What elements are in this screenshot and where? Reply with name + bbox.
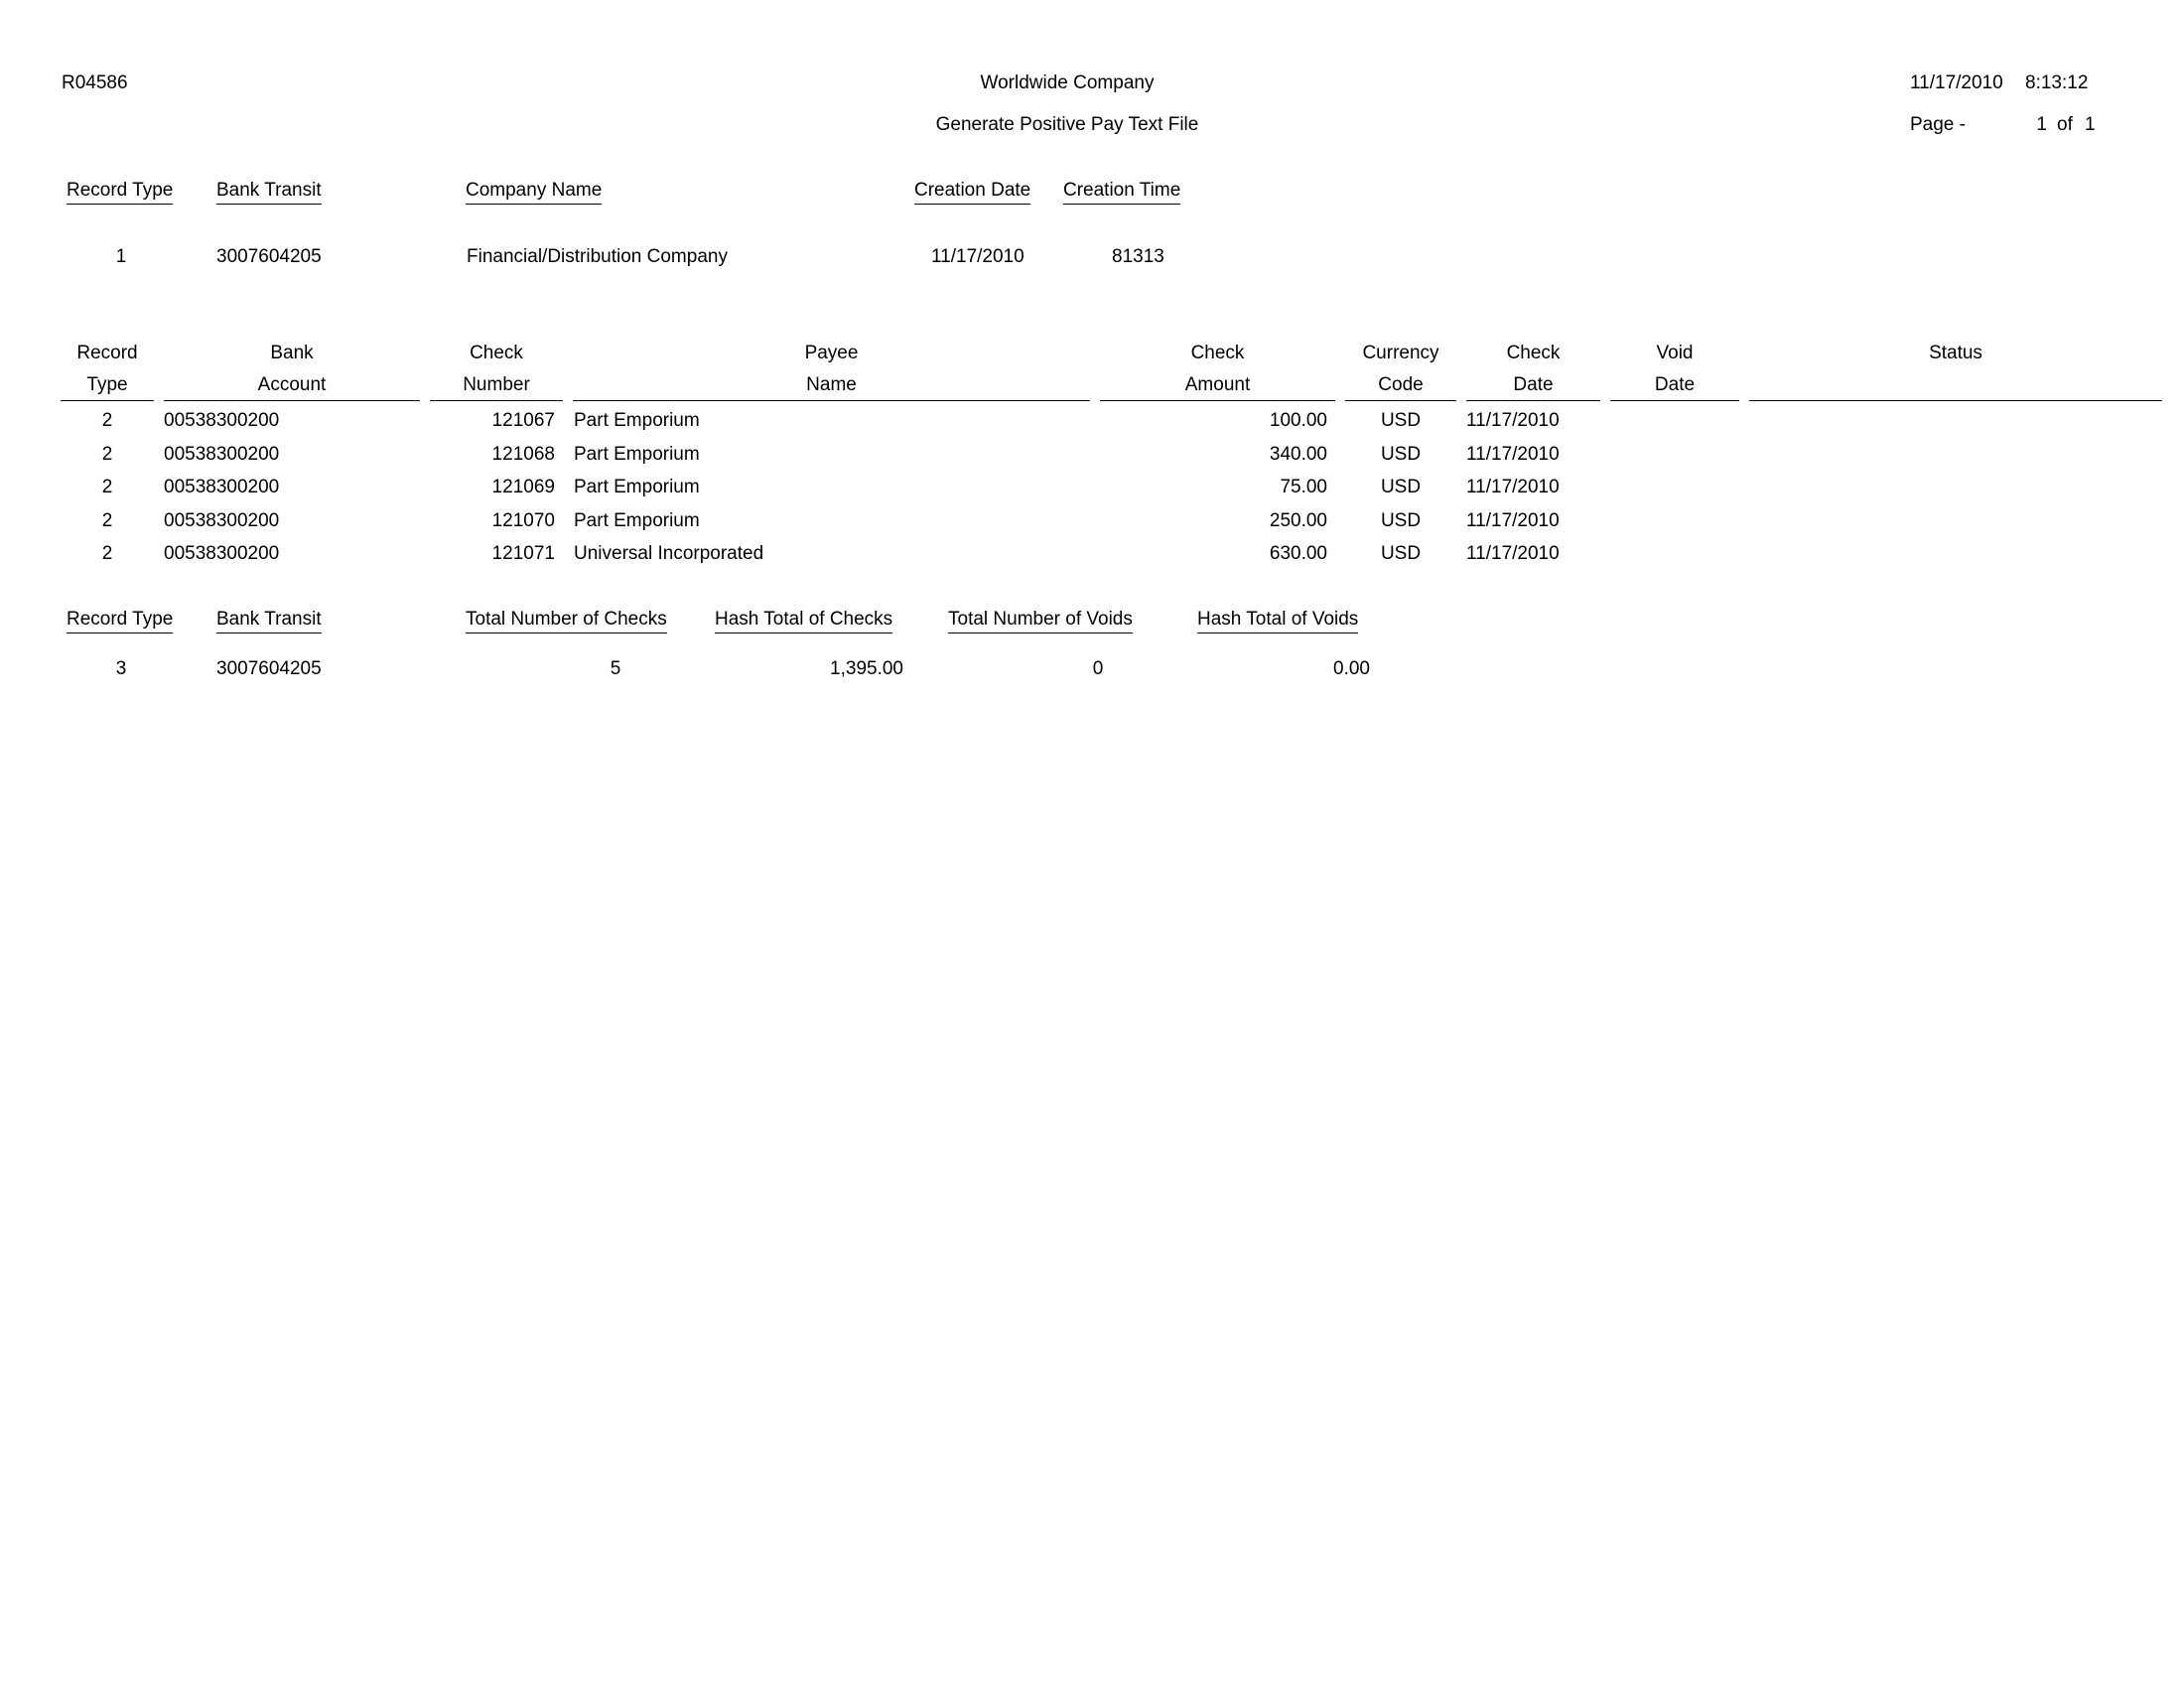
cell-payee-name: Part Emporium [574, 477, 700, 497]
trailer-total-checks-label: Total Number of Checks [466, 610, 667, 633]
column-header-check-date-line1: Check [1506, 343, 1561, 363]
column-header-status-line1: Status [1929, 343, 1982, 363]
column-header-underline [1100, 400, 1335, 401]
column-header-currency-code-line2: Code [1378, 374, 1424, 395]
cell-record-type: 2 [101, 443, 113, 465]
company-title: Worldwide Company [980, 72, 1155, 93]
column-header-underline [573, 400, 1090, 401]
column-header-bank-account-line2: Account [257, 374, 327, 395]
cell-currency-code: USD [1380, 543, 1422, 564]
header-creation-date-label: Creation Date [914, 181, 1030, 205]
page-current: 1 [2036, 114, 2047, 135]
column-header-underline [164, 400, 420, 401]
column-header-underline [1466, 400, 1600, 401]
cell-bank-account: 00538300200 [164, 443, 280, 465]
column-header-void-date-line2: Date [1654, 374, 1696, 395]
column-header-void-date-line1: Void [1656, 343, 1694, 363]
report-title: Generate Positive Pay Text File [935, 114, 1199, 135]
page-label: Page - [1910, 114, 1966, 135]
cell-check-amount: 250.00 [1269, 509, 1327, 531]
cell-payee-name: Universal Incorporated [574, 543, 764, 564]
column-header-check-date-line2: Date [1513, 374, 1554, 395]
cell-payee-name: Part Emporium [574, 509, 700, 531]
trailer-total-checks-value: 5 [610, 658, 621, 679]
trailer-hash-checks-label: Hash Total of Checks [715, 610, 892, 633]
report-date: 11/17/2010 [1910, 72, 2003, 93]
trailer-record-type-label: Record Type [67, 610, 173, 633]
trailer-bank-transit-label: Bank Transit [216, 610, 322, 633]
cell-check-number: 121070 [491, 509, 555, 531]
header-bank-transit-label: Bank Transit [216, 181, 322, 205]
column-header-payee-name-line1: Payee [804, 343, 859, 363]
cell-record-type: 2 [101, 410, 113, 431]
column-header-check-number-line2: Number [463, 374, 530, 395]
header-record-type-label: Record Type [67, 181, 173, 205]
column-header-underline [1345, 400, 1456, 401]
trailer-bank-transit-value: 3007604205 [216, 658, 322, 679]
header-creation-date-value: 11/17/2010 [931, 246, 1024, 267]
page-of: of [2057, 114, 2073, 135]
cell-check-amount: 100.00 [1269, 410, 1327, 431]
column-header-underline [61, 400, 154, 401]
cell-bank-account: 00538300200 [164, 410, 280, 431]
trailer-hash-checks-value: 1,395.00 [830, 658, 903, 679]
cell-check-number: 121068 [491, 443, 555, 465]
cell-check-number: 121071 [491, 543, 555, 564]
header-bank-transit-value: 3007604205 [216, 246, 322, 267]
cell-check-amount: 340.00 [1269, 443, 1327, 465]
trailer-hash-voids-value: 0.00 [1333, 658, 1370, 679]
cell-check-date: 11/17/2010 [1466, 509, 1560, 531]
column-header-check-number-line1: Check [470, 343, 523, 363]
header-company-name-value: Financial/Distribution Company [467, 246, 728, 267]
cell-check-date: 11/17/2010 [1466, 410, 1560, 431]
trailer-total-voids-value: 0 [1092, 658, 1104, 679]
cell-check-amount: 630.00 [1269, 543, 1327, 564]
cell-bank-account: 00538300200 [164, 509, 280, 531]
trailer-record-type-value: 3 [115, 658, 127, 679]
report-time: 8:13:12 [2025, 72, 2089, 93]
header-record-type-value: 1 [115, 246, 127, 267]
cell-check-amount: 75.00 [1280, 477, 1327, 497]
column-header-check-amount-line2: Amount [1184, 374, 1251, 395]
cell-record-type: 2 [101, 543, 113, 564]
cell-bank-account: 00538300200 [164, 477, 280, 497]
column-header-underline [430, 400, 563, 401]
cell-check-number: 121067 [491, 410, 555, 431]
column-header-check-amount-line1: Check [1190, 343, 1245, 363]
column-header-underline [1749, 400, 2162, 401]
cell-record-type: 2 [101, 477, 113, 497]
cell-currency-code: USD [1380, 410, 1422, 431]
column-header-payee-name-line2: Name [806, 374, 857, 395]
column-header-record-type-line2: Type [86, 374, 128, 395]
column-header-currency-code-line1: Currency [1362, 343, 1439, 363]
cell-currency-code: USD [1380, 477, 1422, 497]
cell-check-date: 11/17/2010 [1466, 543, 1560, 564]
report-id: R04586 [62, 72, 128, 93]
header-company-name-label: Company Name [466, 181, 602, 205]
cell-record-type: 2 [101, 509, 113, 531]
cell-currency-code: USD [1380, 509, 1422, 531]
trailer-hash-voids-label: Hash Total of Voids [1197, 610, 1358, 633]
cell-check-date: 11/17/2010 [1466, 477, 1560, 497]
column-header-record-type-line1: Record [76, 343, 138, 363]
cell-bank-account: 00538300200 [164, 543, 280, 564]
cell-payee-name: Part Emporium [574, 443, 700, 465]
page-total: 1 [2085, 114, 2096, 135]
cell-payee-name: Part Emporium [574, 410, 700, 431]
column-header-underline [1610, 400, 1739, 401]
cell-check-date: 11/17/2010 [1466, 443, 1560, 465]
header-creation-time-value: 81313 [1112, 246, 1164, 267]
cell-currency-code: USD [1380, 443, 1422, 465]
header-creation-time-label: Creation Time [1063, 181, 1180, 205]
trailer-total-voids-label: Total Number of Voids [948, 610, 1133, 633]
column-header-bank-account-line1: Bank [270, 343, 314, 363]
cell-check-number: 121069 [491, 477, 555, 497]
